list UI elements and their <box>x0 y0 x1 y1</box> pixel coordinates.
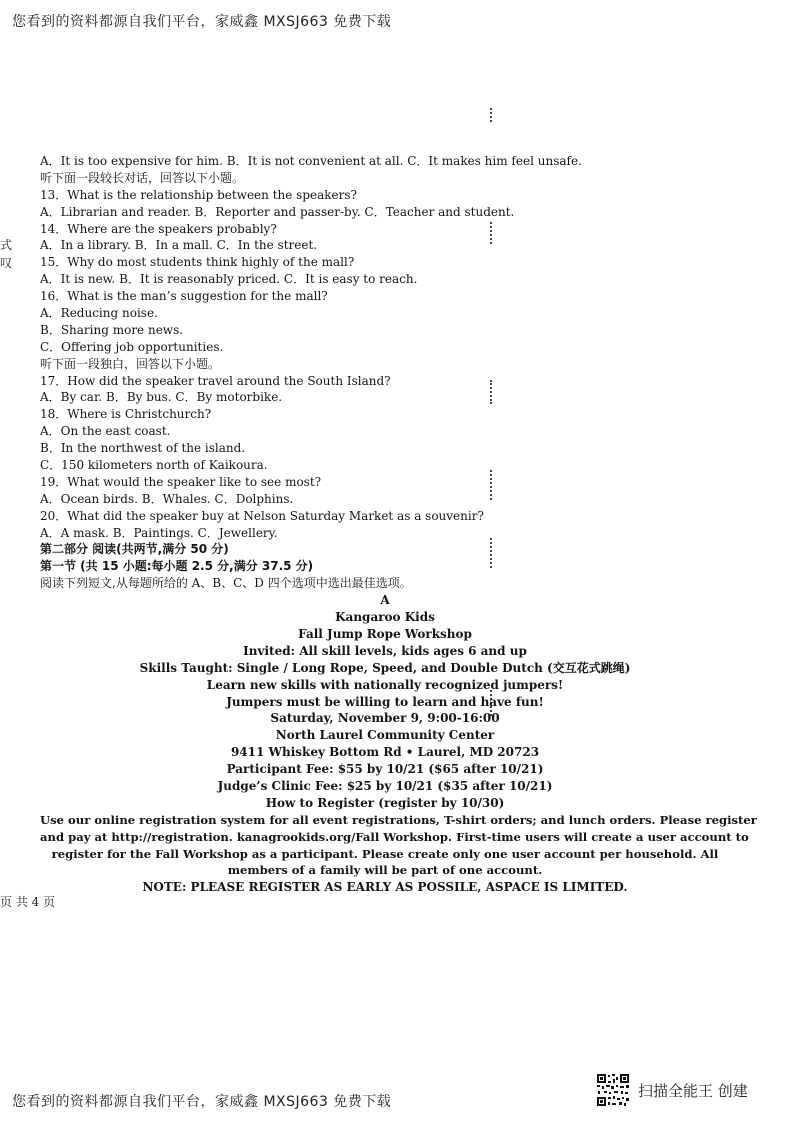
q20-options: A．A mask. B．Paintings. C．Jewellery. <box>40 525 278 540</box>
qr-code-icon <box>596 1073 630 1107</box>
flyer-date: Saturday, November 9, 9:00-16:00 <box>270 711 500 726</box>
q19-stem: 19．What would the speaker like to see most? <box>40 474 322 489</box>
page-number: 页 共 4 页 <box>0 895 56 909</box>
side-char-1: 式 <box>0 238 13 252</box>
bottom-banner: 您看到的资料都源自我们平台，家威鑫 MXSJ663 免费下载 <box>12 1094 392 1110</box>
q15-options: A．It is new. B．It is reasonably priced. C．It is easy to reach. <box>40 272 418 287</box>
q18-option-b: B．In the northwest of the island. <box>40 441 246 456</box>
part-heading: 第二部分 阅读(共两节,满分 50 分) <box>40 542 229 557</box>
flyer-org: Kangaroo Kids <box>335 610 435 625</box>
flyer-fun: Jumpers must be willing to learn and have fun! <box>226 694 544 709</box>
flyer-judge-fee: Judge’s Clinic Fee: $25 by 10/21 ($35 after 10/21) <box>217 778 553 793</box>
top-banner: 您看到的资料都源自我们平台，家威鑫 MXSJ663 免费下载 <box>12 14 392 30</box>
register-line-1: Use our online registration system for all event registrations, T-shirt orders; and lunch orders. Please register <box>40 812 757 827</box>
dotted-fold-mark <box>490 108 494 122</box>
scanner-watermark: 扫描全能王 创建 <box>638 1082 748 1100</box>
q16-stem: 16．What is the man’s suggestion for the mall? <box>40 289 328 304</box>
q18-stem: 18．Where is Christchurch? <box>40 407 212 422</box>
section-heading: 第一节 (共 15 小题:每小题 2.5 分,满分 37.5 分) <box>40 559 314 574</box>
q16-option-b: B．Sharing more news. <box>40 322 184 337</box>
q15-stem: 15．Why do most students think highly of the mall? <box>40 255 355 270</box>
q20-stem: 20．What did the speaker buy at Nelson Saturday Market as a souvenir? <box>40 508 484 523</box>
q13-stem: 13．What is the relationship between the speakers? <box>40 187 357 202</box>
monologue-instruction: 听下面一段独白，回答以下小题。 <box>40 356 221 371</box>
reading-instruction: 阅读下列短文,从每题所给的 A、B、C、D 四个选项中选出最佳选项。 <box>40 576 412 591</box>
q19-options: A．Ocean birds. B．Whales. C．Dolphins. <box>40 491 294 506</box>
q18-option-a: A．On the east coast. <box>40 424 171 439</box>
flyer-skills: Skills Taught: Single / Long Rope, Speed, and Double Dutch (交互花式跳绳) <box>139 660 631 675</box>
passage-letter: A <box>380 593 390 608</box>
flyer-invited: Invited: All skill levels, kids ages 6 and up <box>243 643 527 658</box>
q17-options: A．By car. B．By bus. C．By motorbike. <box>40 390 283 405</box>
q16-option-c: C．Offering job opportunities. <box>40 339 224 354</box>
q13-options: A．Librarian and reader. B．Reporter and passer-by. C．Teacher and student. <box>40 204 515 219</box>
flyer-address: 9411 Whiskey Bottom Rd • Laurel, MD 20723 <box>230 745 540 760</box>
exam-content <box>40 153 757 896</box>
q17-stem: 17．How did the speaker travel around the South Island? <box>40 373 391 388</box>
register-line-4: members of a family will be part of one account. <box>227 863 543 878</box>
flyer-how-to-register: How to Register (register by 10/30) <box>265 795 505 810</box>
register-line-3: register for the Fall Workshop as a participant. Please create only one user account per household. All <box>51 846 719 861</box>
flyer-venue: North Laurel Community Center <box>275 728 495 743</box>
q14-options: A．In a library. B．In a mall. C．In the street. <box>40 238 318 253</box>
dialogue-instruction: 听下面一段较长对话，回答以下小题。 <box>40 170 245 185</box>
q14-stem: 14．Where are the speakers probably? <box>40 221 277 236</box>
side-char-2: 叹 <box>0 256 13 270</box>
flyer-learn: Learn new skills with nationally recognized jumpers! <box>206 677 564 692</box>
q18-option-c: C．150 kilometers north of Kaikoura. <box>40 458 268 473</box>
register-line-2: and pay at http://registration. kanagrookids.org/Fall Workshop. First-time users will create a user account to <box>40 829 749 844</box>
q16-option-a: A．Reducing noise. <box>40 306 158 321</box>
flyer-participant-fee: Participant Fee: $55 by 10/21 ($65 after 10/21) <box>226 762 544 777</box>
register-note: NOTE: PLEASE REGISTER AS EARLY AS POSSILE, ASPACE IS LIMITED. <box>142 880 628 895</box>
flyer-title: Fall Jump Rope Workshop <box>298 626 472 641</box>
q12-options: A．It is too expensive for him. B．It is not convenient at all. C．It makes him feel unsafe. <box>40 154 582 168</box>
